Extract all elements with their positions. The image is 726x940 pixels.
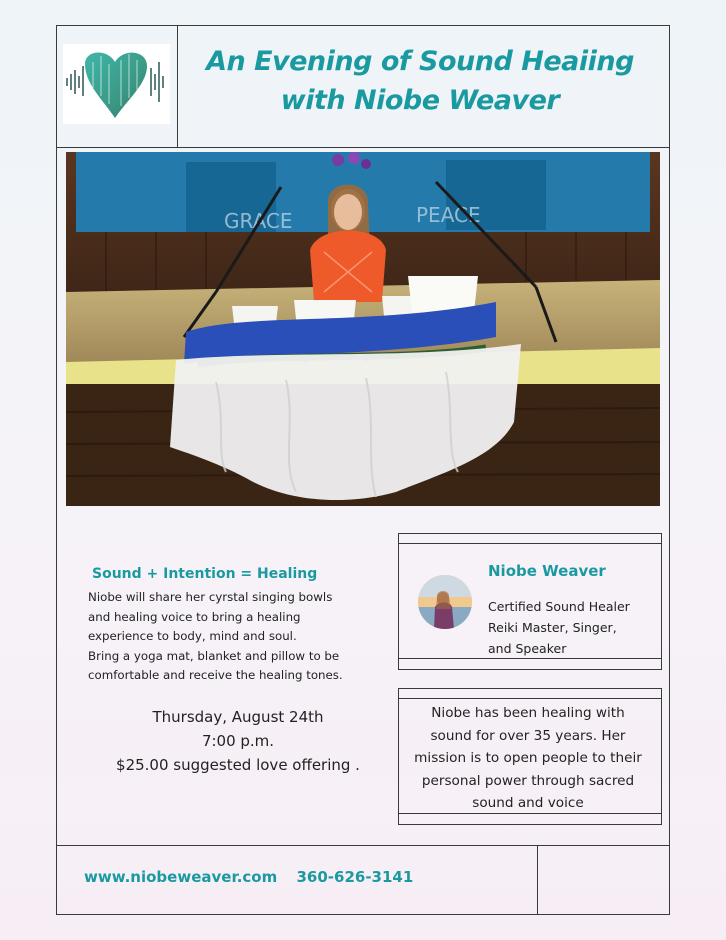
footer-rule	[56, 845, 670, 846]
heart-waveform-icon	[63, 44, 170, 124]
bio-line: Niobe has been healing with	[431, 705, 625, 721]
profile-name: Niobe Weaver	[488, 562, 606, 580]
bio-line: personal power through sacred	[421, 772, 635, 789]
logo	[63, 44, 170, 124]
event-details	[88, 705, 388, 777]
header-rule	[56, 147, 670, 148]
title-line-2: with Niobe Weaver	[280, 85, 560, 116]
lead-body	[88, 588, 388, 686]
bio-line: sound and voice	[472, 795, 584, 811]
bio-line: mission is to open people to their	[414, 750, 642, 766]
contact-info	[84, 868, 427, 886]
avatar	[418, 575, 472, 629]
website-link[interactable]: www.niobeweaver.com	[84, 868, 278, 886]
footer-divider	[537, 845, 538, 915]
credential-line: and Speaker	[488, 641, 567, 656]
banner-text-right: PEACE	[416, 203, 481, 227]
title-line-1: An Evening of Sound Heaiing	[206, 46, 634, 77]
lead-line: and healing voice to bring a healing	[88, 609, 301, 624]
lead-line: experience to body, mind and soul.	[88, 629, 297, 644]
profile-credentials	[488, 596, 658, 659]
credential-line: Reiki Master, Singer,	[488, 620, 617, 635]
page-title	[180, 42, 660, 120]
lead-line: comfortable and receive the healing tones.	[88, 668, 343, 683]
event-price: $25.00 suggested love offering .	[116, 756, 360, 774]
header-divider	[177, 25, 178, 147]
banner-text-left: GRACE	[224, 209, 293, 233]
bio-line: sound for over 35 years. Her	[430, 727, 626, 744]
credential-line: Certified Sound Healer	[488, 599, 630, 614]
event-date: Thursday, August 24th	[152, 708, 324, 726]
phone-number[interactable]: 360-626-3141	[296, 868, 414, 886]
lead-line: Bring a yoga mat, blanket and pillow to be	[88, 648, 340, 663]
performance-photo	[66, 152, 660, 506]
lead-heading: Sound + Intention = Healing	[92, 566, 318, 582]
bio-text	[402, 702, 654, 815]
lead-line: Niobe will share her cyrstal singing bowls	[88, 590, 333, 604]
event-time: 7:00 p.m.	[201, 732, 275, 750]
